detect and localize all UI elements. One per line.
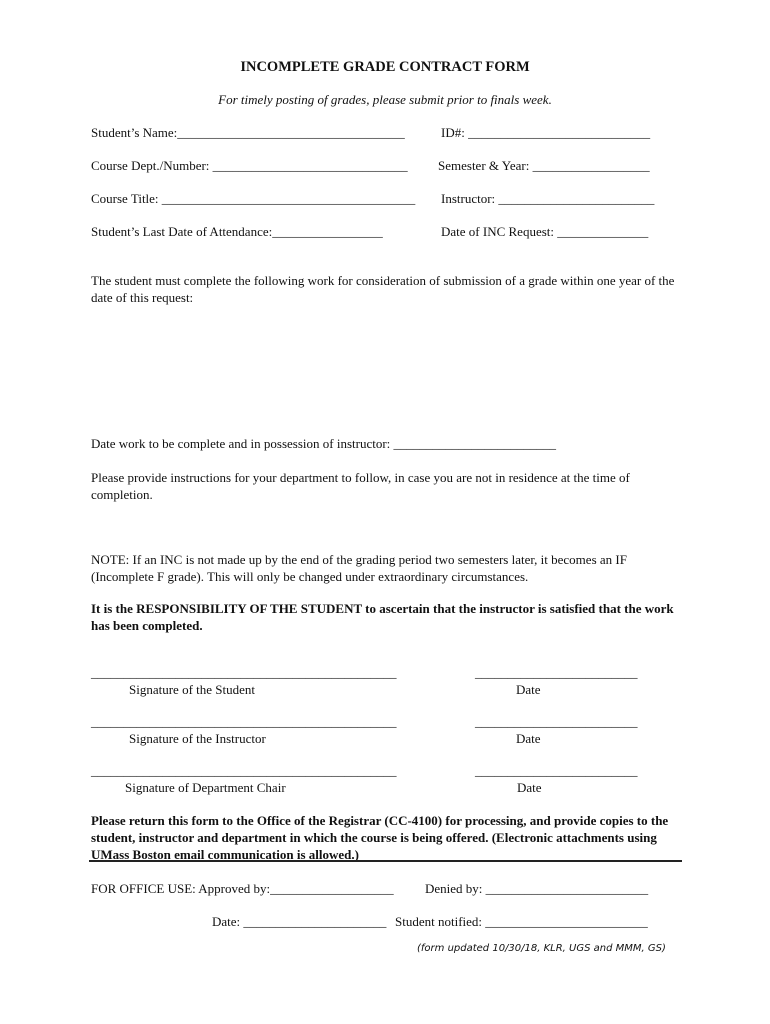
work-intro-text: The student must complete the following work for consideration of submission of a grade within one year of the date of this request: bbox=[91, 273, 675, 305]
student-date-line[interactable]: _________________________ bbox=[475, 665, 638, 680]
office-denied-field[interactable]: Denied by: _________________________ bbox=[425, 881, 649, 896]
student-id-field[interactable]: ID#: ____________________________ bbox=[441, 125, 651, 140]
completion-date-field[interactable]: Date work to be complete and in possession of instructor: _________________________ bbox=[91, 436, 557, 451]
last-attendance-field[interactable]: Student’s Last Date of Attendance:_________________ bbox=[91, 224, 383, 239]
course-dept-field[interactable]: Course Dept./Number: ______________________________ bbox=[91, 158, 408, 173]
student-name-field[interactable]: Student’s Name:___________________________________ bbox=[91, 125, 405, 140]
chair-date-line[interactable]: _________________________ bbox=[475, 763, 638, 778]
form-title: INCOMPLETE GRADE CONTRACT FORM bbox=[240, 59, 530, 75]
semester-year-field[interactable]: Semester & Year: __________________ bbox=[438, 158, 650, 173]
department-instructions-text: Please provide instructions for your department to follow, in case you are not in residence at the time of completion. bbox=[91, 470, 630, 502]
student-date-label: Date bbox=[516, 682, 541, 697]
instructor-field[interactable]: Instructor: ________________________ bbox=[441, 191, 655, 206]
office-approved-field[interactable]: FOR OFFICE USE: Approved by:___________________ bbox=[91, 881, 394, 896]
instructor-date-line[interactable]: _________________________ bbox=[475, 714, 638, 729]
instructor-signature-label: Signature of the Instructor bbox=[129, 731, 266, 746]
note-text: NOTE: If an INC is not made up by the end of the grading period two semesters later, it becomes an IF (Incomplete F grade). This will only be changed under extraordinary circumstances. bbox=[91, 552, 627, 584]
student-notified-field[interactable]: Student notified: _________________________ bbox=[395, 914, 648, 929]
form-subtitle: For timely posting of grades, please submit prior to finals week. bbox=[218, 92, 552, 107]
return-instructions-text: Please return this form to the Office of the Registrar (CC-4100) for processing, and provide copies to the student, instructor and department in which the course is being offered. (Electronic attachments using UMass Boston email communication is allowed.) bbox=[91, 813, 669, 862]
chair-signature-line[interactable]: _______________________________________________ bbox=[91, 763, 397, 778]
divider-rule bbox=[89, 860, 682, 862]
instructor-date-label: Date bbox=[516, 731, 541, 746]
inc-request-date-field[interactable]: Date of INC Request: ______________ bbox=[441, 224, 649, 239]
responsibility-text: It is the RESPONSIBILITY OF THE STUDENT to ascertain that the instructor is satisfied that the work has been completed. bbox=[91, 601, 674, 633]
student-signature-line[interactable]: _______________________________________________ bbox=[91, 665, 397, 680]
form-updated-note: (form updated 10/30/18, KLR, UGS and MMM, GS) bbox=[417, 943, 666, 954]
chair-signature-label: Signature of Department Chair bbox=[125, 780, 286, 795]
course-title-field[interactable]: Course Title: _______________________________________ bbox=[91, 191, 416, 206]
office-date-field[interactable]: Date: ______________________ bbox=[212, 914, 387, 929]
student-signature-label: Signature of the Student bbox=[129, 682, 256, 697]
chair-date-label: Date bbox=[517, 780, 542, 795]
instructor-signature-line[interactable]: _______________________________________________ bbox=[91, 714, 397, 729]
